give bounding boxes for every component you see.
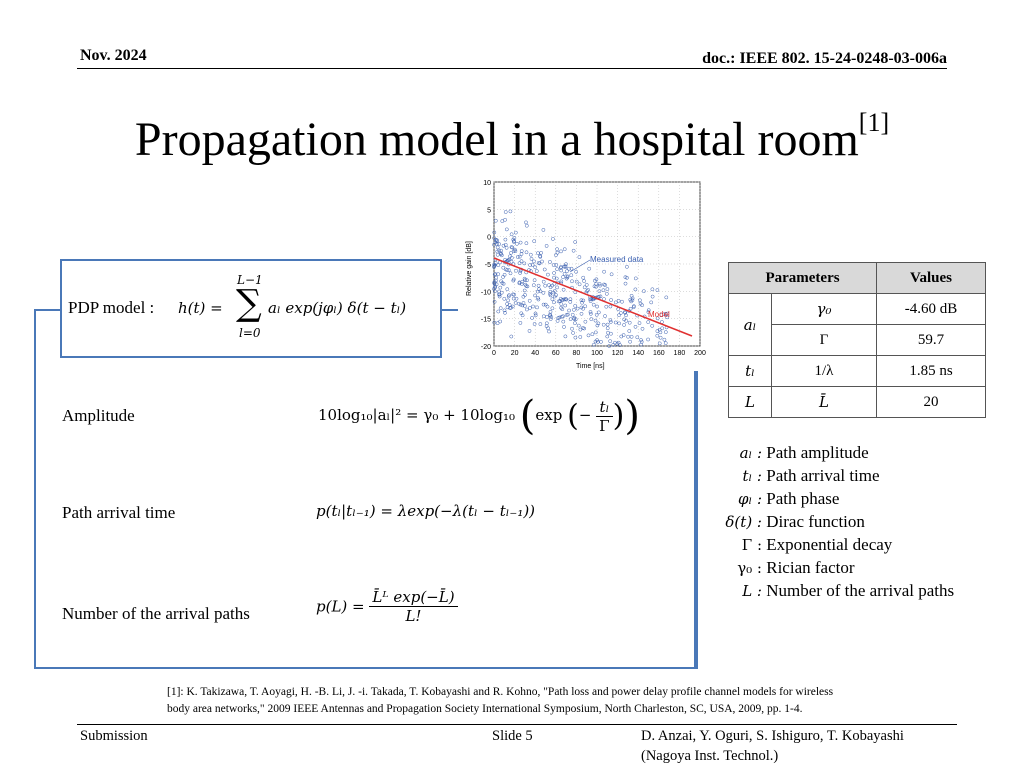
- legend-sym: φₗ :: [738, 490, 762, 508]
- amplitude-formula-left: 10log₁₀|aₗ|² = γ₀ + 10log₁₀: [318, 406, 515, 424]
- y-tick-label: -20: [480, 344, 491, 351]
- x-tick-label: 180: [673, 350, 686, 357]
- sum-sign: ∑: [236, 283, 262, 324]
- legend-text: Path amplitude: [766, 443, 869, 462]
- amplitude-fraction: [596, 398, 612, 435]
- footer-authors-line1: D. Anzai, Y. Oguri, S. Ishiguro, T. Kobayashi: [641, 728, 904, 744]
- sum-top: L−1: [237, 273, 263, 287]
- table-row: [729, 356, 986, 387]
- y-tick-label: -5: [484, 262, 491, 269]
- list-item: [710, 443, 954, 466]
- pdp-label: PDP model :: [68, 298, 155, 317]
- x-tick-label: 40: [531, 350, 540, 357]
- value-Gamma: 59.7: [877, 325, 986, 356]
- y-tick-label: 5: [487, 207, 491, 215]
- list-item: [710, 466, 954, 489]
- value-Lbar: 20: [877, 387, 986, 418]
- param-gamma0: γ₀: [772, 294, 877, 325]
- param-lambda: 1/λ: [772, 356, 877, 387]
- x-tick-label: 160: [652, 350, 665, 357]
- y-tick-label: -10: [480, 289, 491, 297]
- frame-right-edge: [694, 368, 696, 667]
- header-rule: [77, 68, 947, 69]
- value-gamma0: -4.60 dB: [877, 294, 986, 325]
- legend-model: Model: [648, 310, 670, 319]
- amplitude-exp: exp: [535, 406, 563, 424]
- paren-open: (: [519, 393, 536, 439]
- legend-sym: δ(t) :: [725, 513, 762, 531]
- x-tick-label: 100: [591, 350, 603, 357]
- x-tick-label: 0: [492, 350, 496, 357]
- y-tick-label: 10: [483, 180, 491, 187]
- footer-submission: Submission: [80, 728, 148, 744]
- reference-line2: body area networks," 2009 IEEE Antennas and Propagation Society International Symposium, North Charleston, SC, USA, 2009, pp. 1-4.: [167, 703, 803, 715]
- footer-authors: [641, 726, 904, 766]
- y-axis-label: Relative gain [dB]: [466, 241, 473, 296]
- x-tick-label: 60: [551, 350, 560, 357]
- list-item: [710, 512, 954, 535]
- legend-text: Number of the arrival paths: [766, 581, 955, 600]
- pdp-rhs: aₗ exp(jφₗ) δ(t − tₗ): [268, 299, 407, 317]
- paren-close-inner: ): [612, 398, 625, 434]
- title-text: Propagation model in a hospital room: [134, 113, 859, 166]
- x-tick-label: 20: [510, 350, 519, 357]
- amplitude-num: tₗ: [596, 398, 612, 417]
- legend-text: Exponential decay: [766, 535, 893, 554]
- th-values: Values: [877, 263, 986, 294]
- legend-text: Rician factor: [766, 558, 855, 577]
- list-item: [710, 558, 954, 581]
- paths-num: L̄ᴸ exp(−L̄): [369, 588, 457, 607]
- pdp-box: [60, 259, 442, 358]
- pdp-plot: [458, 176, 704, 371]
- frame-connector-left: [34, 309, 62, 311]
- legend-sym: tₗ :: [742, 467, 762, 485]
- arrival-label: Path arrival time: [62, 503, 176, 522]
- footer-slide: Slide 5: [492, 728, 533, 744]
- legend-text: Path arrival time: [766, 466, 880, 485]
- x-tick-label: 200: [694, 350, 706, 357]
- param-Gamma: Γ: [772, 325, 877, 356]
- table-header-row: [729, 263, 986, 294]
- arrival-formula: p(tₗ|tₗ₋₁) = λexp(−λ(tₗ − tₗ₋₁)): [316, 502, 536, 520]
- parameter-table: [728, 262, 986, 418]
- amplitude-formula: 10log₁₀|aₗ|² = γ₀ + 10log₁₀ (exp (− $\frac{\text{tₗ}}{\Gamma}$ )): [318, 393, 640, 439]
- x-axis-label: Time [ns]: [576, 363, 605, 370]
- legend-measured: Measured data: [590, 255, 644, 264]
- y-tick-label: -15: [480, 316, 491, 324]
- legend-text: Path phase: [766, 489, 840, 508]
- pdp-lhs: h(t) =: [178, 299, 223, 317]
- legend-text: Dirac function: [766, 512, 865, 531]
- y-tick-label: 0: [487, 234, 491, 242]
- value-lambda: 1.85 ns: [877, 356, 986, 387]
- amplitude-den: Γ: [599, 416, 610, 435]
- group-tl: tₗ: [729, 356, 772, 387]
- table-row: [729, 387, 986, 418]
- paren-open-inner: (: [567, 398, 579, 434]
- paths-fraction: [369, 588, 457, 625]
- paths-formula: [316, 588, 458, 625]
- symbol-legend: [710, 443, 954, 604]
- title-ref: [1]: [858, 108, 890, 137]
- list-item: [710, 581, 954, 604]
- th-parameters: Parameters: [729, 263, 877, 294]
- x-tick-label: 120: [611, 350, 624, 357]
- list-item: [710, 489, 954, 512]
- group-al: aₗ: [729, 294, 772, 356]
- x-tick-label: 140: [632, 350, 645, 357]
- paths-lhs: p(L) =: [316, 597, 365, 616]
- paren-close: ): [624, 393, 640, 439]
- reference-line1: [1]: K. Takizawa, T. Aoyagi, H. -B. Li, J. -i. Takada, T. Kobayashi and R. Kohno, "Path loss and power delay profile channel models for wireless: [167, 686, 834, 698]
- paths-den: L!: [405, 607, 422, 625]
- list-item: [710, 535, 954, 558]
- footer-authors-line2: (Nagoya Inst. Technol.): [641, 748, 779, 764]
- legend-sym: aₗ :: [739, 444, 762, 462]
- legend-sym: Γ :: [741, 536, 762, 554]
- paths-label: Number of the arrival paths: [62, 604, 250, 623]
- page-title: [0, 108, 1024, 167]
- header-date: Nov. 2024: [80, 47, 147, 64]
- reference: [167, 684, 1007, 718]
- x-tick-label: 80: [572, 350, 581, 357]
- table-row: [729, 294, 986, 325]
- legend-sym: L :: [742, 582, 762, 600]
- footer-rule: [77, 724, 957, 725]
- amplitude-label: Amplitude: [62, 406, 135, 425]
- group-L: L: [729, 387, 772, 418]
- sum-bottom: l=0: [239, 326, 261, 340]
- header-doc: doc.: IEEE 802. 15-24-0248-03-006a: [702, 50, 947, 67]
- legend-sym: γ₀ :: [737, 559, 762, 577]
- param-Lbar: L̄: [772, 387, 877, 418]
